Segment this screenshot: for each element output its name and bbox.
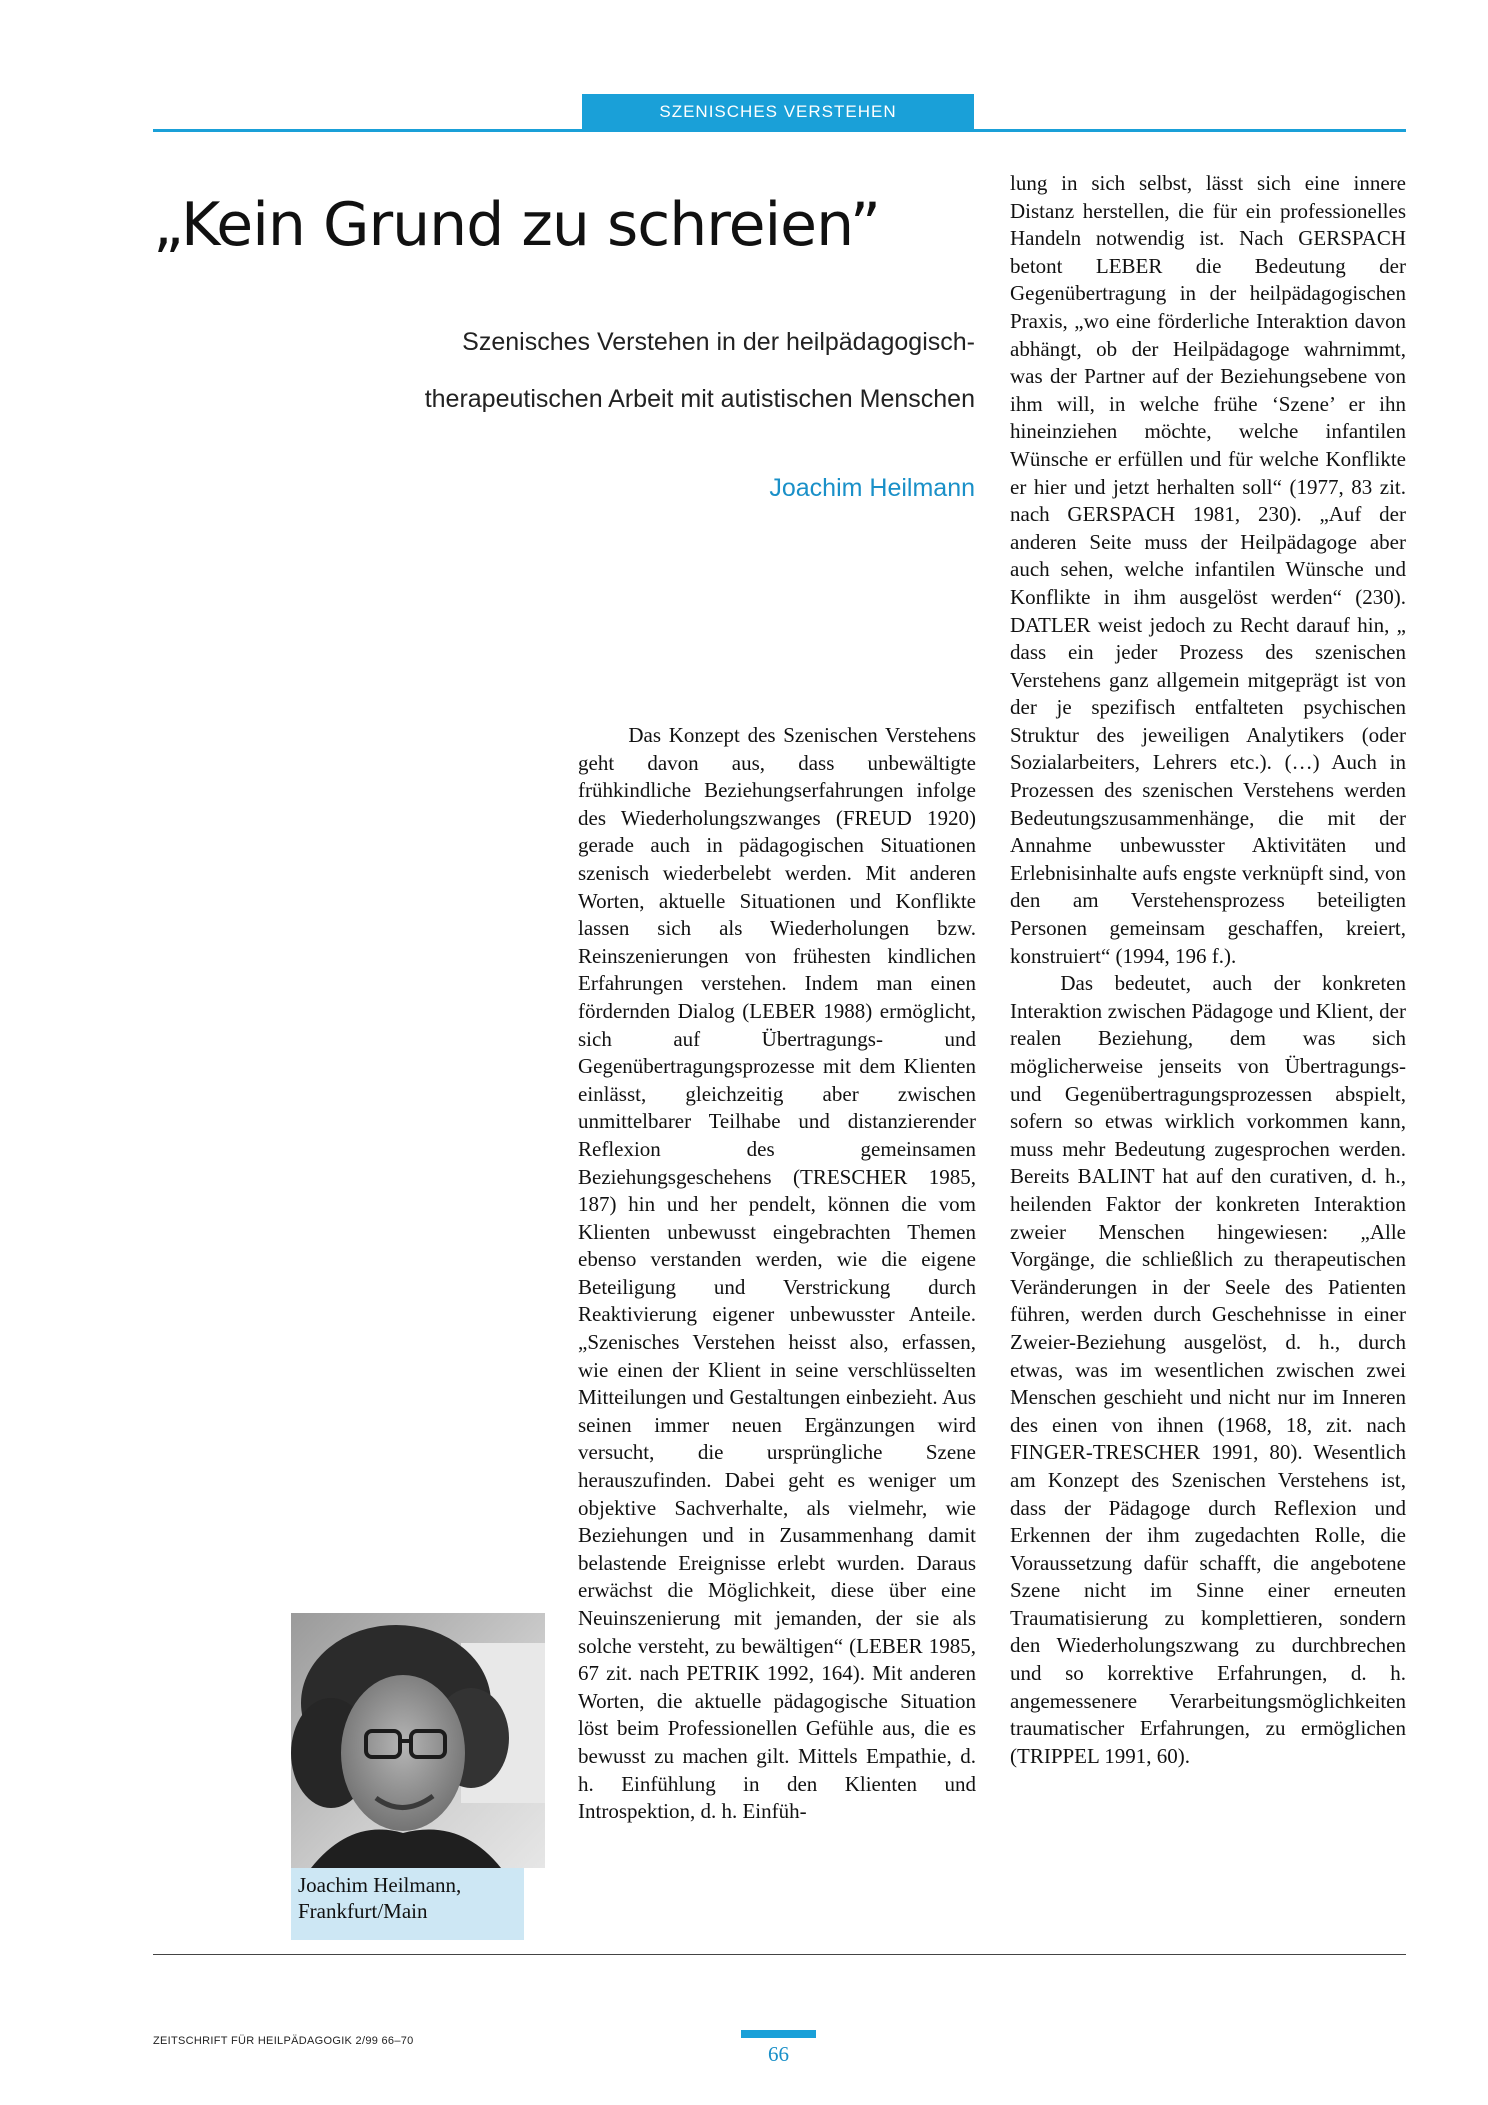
article-subtitle-line1: Szenisches Verstehen in der heilpädagogisch-: [462, 328, 975, 356]
author-photo: [291, 1613, 545, 1868]
article-subtitle-line2: therapeutischen Arbeit mit autistischen Menschen: [424, 385, 975, 413]
caption-line: Joachim Heilmann,: [298, 1873, 462, 1897]
body-column-middle: [578, 722, 976, 1826]
paragraph: Das Konzept des Szenischen Verstehens geht davon aus, dass unbewältigte frühkindliche Beziehungserfahrungen infolge des Wiederholungszwanges (FREUD 1920) gerade auch in pädagogischen Situationen szenisch wiederbelebt werden. Mit anderen Worten, aktuelle Situationen und Konflikte lassen sich als Wiederholungen bzw. Reinszenierungen von frühesten kindlichen Erfahrungen verstehen. Indem man einen fördernden Dialog (LEBER 1988) ermöglicht, sich auf Übertragungs- und Gegenübertragungsprozesse mit dem Klienten einlässt, gleichzeitig aber zwischen unmittelbarer Teilhabe und distanzierender Reflexion des gemeinsamen Beziehungsgeschehens (TRESCHER 1985, 187) hin und her pendelt, können die vom Klienten unbewusst eingebrachten Themen ebenso verstanden werden, wie die eigene Beteiligung und Verstrickung durch Reaktivierung eigener unbewusster Anteile. „Szenisches Verstehen heisst also, erfassen, wie einen der Klient in seine verschlüsselten Mitteilungen und Gestaltungen einbezieht. Aus seinen immer neuen Ergänzungen wird versucht, die ursprüngliche Szene herauszufinden. Dabei geht es weniger um objektive Sachverhalte, als vielmehr, wie Beziehungen und in Zusammenhang damit belastende Ereignisse erlebt wurden. Daraus erwächst die Möglichkeit, diese über eine Neuinszenierung mit jemanden, der sie als solche versteht, zu bewältigen“ (LEBER 1985, 67 zit. nach PETRIK 1992, 164). Mit anderen Worten, die aktuelle pädagogische Situation löst beim Professionellen Gefühle aus, die es bewusst zu machen gilt. Mittels Empathie, d. h. Einfühlung in den Klienten und Introspektion, d. h. Einfüh-: [578, 723, 976, 1824]
body-column-right: [1010, 170, 1406, 1770]
author-portrait-image: [291, 1613, 545, 1868]
paragraph: Das bedeutet, auch der konkreten Interaktion zwischen Pädagoge und Klient, der realen Beziehung, dem was sich möglicherweise jenseits von Übertragungs- und Gegenübertragungsprozessen abspielt, sofern so etwas wirklich vorkommen kann, muss mehr Bedeutung zugesprochen werden. Bereits BALINT hat auf den curativen, d. h., heilenden Faktor der konkreten Interaktion zweier Menschen hingewiesen: „Alle Vorgänge, die schließlich zu therapeutischen Veränderungen in der Seele des Patienten führen, werden durch Geschehnisse in einer Zweier-Beziehung ausgelöst, d. h., durch etwas, was im wesentlichen zwischen zwei Menschen geschieht und nicht nur im Inneren des einen von ihnen (1968, 18, zit. nach FINGER-TRESCHER 1991, 80). Wesentlich am Konzept des Szenischen Verstehens ist, dass der Pädagoge durch Reflexion und Erkennen der ihm zugedachten Rolle, die Voraussetzung dafür schafft, die angebotene Szene nicht im Sinne einer erneuten Traumatisierung zu komplettieren, sondern den Wiederholungszwang zu durchbrechen und so korrektive Erfahrungen, d. h. angemessenere Verarbeitungsmöglichkeiten traumatischer Erfahrungen, zu ermöglichen (TRIPPEL 1991, 60).: [1010, 971, 1406, 1768]
page-number-bar: [741, 2030, 816, 2038]
article-title: „Kein Grund zu schreien”: [153, 190, 880, 260]
article-author: Joachim Heilmann: [769, 474, 975, 502]
paragraph: lung in sich selbst, lässt sich eine innere Distanz herstellen, die für ein professionelles Handeln notwendig ist. Nach GERSPACH betont LEBER die Bedeutung der Gegenübertragung in der heilpädagogischen Praxis, „wo eine förderliche Interaktion davon abhängt, ob der Heilpädagoge wahrnimmt, was der Partner auf der Beziehungsebene von ihm will, in welche frühe ‘Szene’ er ihn hineinziehen möchte, welche infantilen Wünsche er erfüllen und für welche Konflikte er hier und jetzt herhalten soll“ (1977, 83 zit. nach GERSPACH 1981, 230). „Auf der anderen Seite muss der Heilpädagoge aber auch sehen, welche infantilen Wünsche und Konflikte in ihm ausgelöst werden“ (230). DATLER weist jedoch zu Recht darauf hin, „ dass ein jeder Prozess des szenischen Verstehens ganz allgemein mitgeprägt ist von der je spezifisch entfalteten psychischen Struktur des jeweiligen Analytikers (oder Sozialarbeiters, Lehrers etc.). (…) Auch in Prozessen des szenischen Verstehens werden Bedeutungszusammenhänge, die mit der Annahme unbewusster Aktivitäten und Erlebnisinhalte aufs engste verknüpft sind, von den am Verstehensprozess beteiligten Personen gemeinsam geschaffen, kreiert, konstruiert“ (1994, 196 f.).: [1010, 171, 1406, 968]
journal-reference: ZEITSCHRIFT FÜR HEILPÄDAGOGIK 2/99 66–70: [153, 2035, 414, 2047]
photo-caption: [298, 1872, 528, 1924]
section-tab: SZENISCHES VERSTEHEN: [582, 94, 974, 130]
caption-line: Frankfurt/Main: [298, 1899, 428, 1923]
header-rule: [153, 129, 1406, 132]
footer-rule: [153, 1954, 1406, 1955]
page-number: 66: [768, 2042, 789, 2066]
